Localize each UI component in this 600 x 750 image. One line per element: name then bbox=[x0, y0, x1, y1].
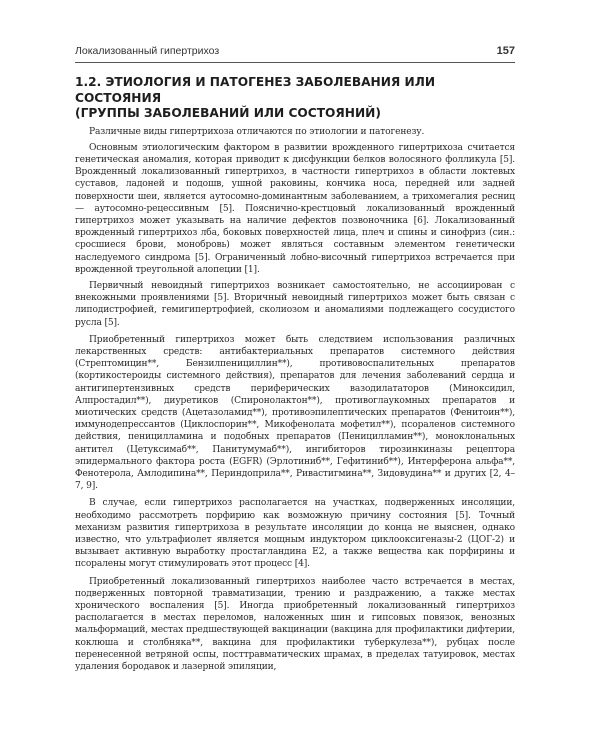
chapter-title: Локализованный гипертрихоз bbox=[75, 45, 220, 57]
section-title-line1: 1.2. ЭТИОЛОГИЯ И ПАТОГЕНЕЗ ЗАБОЛЕВАНИЯ ИЛИ СОСТОЯНИЯ bbox=[75, 75, 436, 105]
header-divider bbox=[75, 62, 515, 63]
paragraph: Основным этиологическим фактором в развитии врожденного гипертрихоза считается генетическая аномалия, которая приводит к дисфункции белков волосяного фолликула [5]. Врожденный локализованный гипертрихоз, в частности гипертрихоз в области локтевых суставов, ладоней и подошв, ушной раковины, кончика носа, передней или задней поверхности шеи, является аутосомно-доминантным заболеванием, а трихомегалия ресниц — аутосомно-рецессивным [5]. Пояснично-крестцовый локализованный врожденный гипертрихоз может указывать на наличие дефектов позвоночника [6]. Локализованный врожденный гипертрихоз лба, боковых поверхностей лица, плеч и спины и синофриз (син.: сросшиеся брови, монобровь) может являться составным элементом генетически наследуемого синдрома [5]. Ограниченный лобно-височный гипертрихоз встречается при врожденной треугольной алопеции [1]. bbox=[75, 142, 515, 275]
running-header bbox=[75, 45, 515, 57]
paragraph: Приобретенный гипертрихоз может быть следствием использования различных лекарственных средств: антибактериальных препаратов системного действия (Стрептомицин**, Бензилпенициллин**), противовоспалительных препаратов (кортикостероиды системного действия), препаратов для лечения заболеваний сердца и антигипертензивных средств периферических вазодилататоров (Миноксидил, Алпростадил**), диуретиков (Спиронолактон**), противоглаукомных препаратов и миотических средств (Ацетазоламид**), противоэпилептических препаратов (Фенитоин**), иммунодепрессантов (Циклоспорин**, Микофенолата мофетил**), псораленов системного действия, пеницилламина и подобных препаратов (Пеницилламин**), моноклональных антител (Цетуксимаб**, Панитумумаб**), ингибиторов тирозинкиназы рецептора эпидермального фактора роста (EGFR) (Эрлотиниб**, Гефитиниб**), Интерферона альфа**, Фенотерола, Амлодипина**, Периндоприла**, Ривастигмина**, Зидовудина** и других [2, 4–7, 9]. bbox=[75, 334, 515, 492]
page-number: 157 bbox=[496, 45, 515, 57]
paragraph: В случае, если гипертрихоз располагается на участках, подверженных инсоляции, необходимо рассмотреть порфирию как возможную причину состояния [5]. Точный механизм развития гипертрихоза в результате инсоляции до конца не выяснен, однако известно, что ультрафиолет является мощным индуктором циклооксигеназы-2 (ЦОГ-2) и вызывает активную выработку простагландина Е2, а также вещества как порфирины и псоралены могут стимулировать этот процесс [4]. bbox=[75, 498, 515, 570]
paragraph: Приобретенный локализованный гипертрихоз наиболее часто встречается в местах, подверженных повторной травматизации, трению и раздражению, а также местах хронического воспаления [5]. Иногда приобретенный локализованный гипертрихоз располагается в местах переломов, наложенных шин и гипсовых повязок, венозных мальформаций, местах предшествующей вакцинации (вакцина для профилактики дифтерии, коклюша и столбняка**, вакцина для профилактики туберкулеза**), рубцах после перенесенной ветряной оспы, посттравматических шрамах, в пределах татуировок, местах удаления бородавок и лазерной эпиляции, bbox=[75, 576, 515, 673]
page-body bbox=[75, 75, 515, 677]
section-title bbox=[75, 75, 515, 122]
paragraph: Первичный невоидный гипертрихоз возникает самостоятельно, не ассоциирован с внекожными проявлениями [5]. Вторичный невоидный гипертрихоз может быть связан с липодистрофией, гемигипертрофией, сколиозом и аномалиями подлежащего сосудистого русла [5]. bbox=[75, 280, 515, 328]
section-title-line2: (ГРУППЫ ЗАБОЛЕВАНИЙ ИЛИ СОСТОЯНИЙ) bbox=[75, 106, 381, 120]
paragraph: Различные виды гипертрихоза отличаются по этиологии и патогенезу. bbox=[89, 126, 425, 137]
